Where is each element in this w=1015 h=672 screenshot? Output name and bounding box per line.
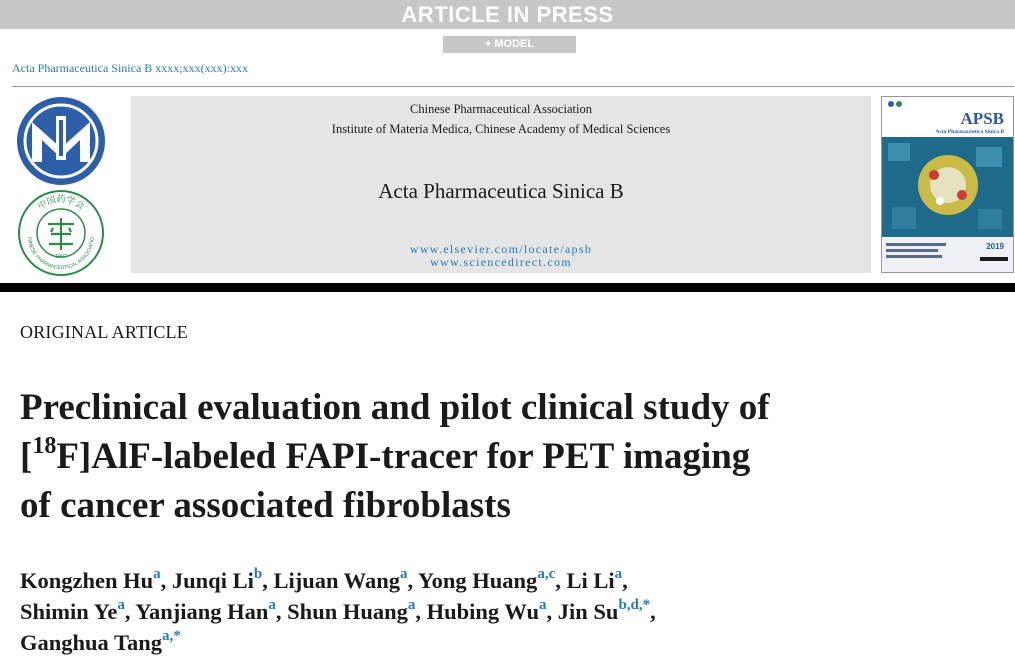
author[interactable]: [20, 627, 181, 655]
author-name: Junqi Li: [171, 568, 254, 593]
affiliation-marker[interactable]: a: [407, 596, 416, 613]
author-name: Kongzhen Hu: [20, 568, 154, 593]
author-name: Ganghua Tang: [20, 630, 162, 655]
author-name: Shimin Ye: [20, 599, 118, 624]
author[interactable]: [287, 596, 416, 624]
seal-english-text: HINESE PHARMACEUTICAL ASSOCIATIO: [25, 236, 97, 272]
author-name: Yanjiang Han: [135, 599, 269, 624]
header-bottom-bar: [0, 283, 1015, 292]
author[interactable]: [557, 596, 651, 624]
cover-year: 2019: [986, 242, 1004, 251]
association-line-1: Chinese Pharmaceutical Association: [410, 102, 592, 116]
author-separator: ,: [555, 568, 567, 593]
author-separator: ,: [546, 599, 558, 624]
title-isotope-superscript: 18: [32, 432, 57, 459]
journal-header-box: [131, 96, 871, 273]
association-line-2: Institute of Materia Medica, Chinese Academy of Medical Sciences: [331, 122, 671, 136]
association-seal-icon: [18, 190, 104, 276]
author-name: Jin Su: [557, 599, 619, 624]
author-list: [20, 565, 1000, 658]
author-separator: ,: [650, 599, 656, 624]
article-in-press-banner: [0, 0, 1015, 29]
journal-cover-thumbnail[interactable]: [881, 96, 1014, 273]
affiliation-marker[interactable]: a: [539, 596, 547, 613]
affiliation-marker[interactable]: a,c: [537, 565, 556, 582]
affiliation-marker[interactable]: a: [117, 596, 125, 613]
author-separator: ,: [407, 568, 418, 593]
author-separator: ,: [160, 568, 172, 593]
elsevier-link[interactable]: www.elsevier.com/locate/apsb: [409, 242, 593, 256]
author-separator: ,: [622, 568, 628, 593]
cover-subtitle: Acta Pharmaceutica Sinica B: [935, 129, 1004, 135]
journal-name: Acta Pharmaceutica Sinica B: [378, 179, 624, 203]
author[interactable]: [171, 565, 263, 593]
sciencedirect-link[interactable]: www.sciencedirect.com: [430, 255, 572, 269]
model-label: + MODEL: [443, 36, 576, 53]
title-bracket: [: [20, 436, 33, 477]
article-type: ORIGINAL ARTICLE: [20, 322, 188, 342]
affiliation-marker[interactable]: a: [399, 565, 408, 582]
affiliation-marker[interactable]: a: [268, 596, 276, 613]
affiliation-marker[interactable]: a: [614, 565, 623, 582]
title-line-1: Preclinical evaluation and pilot clinical study of: [20, 387, 770, 428]
author[interactable]: [566, 565, 623, 593]
author-name: Yong Huang: [417, 568, 538, 593]
author-separator: ,: [275, 599, 288, 624]
banner-text: ARTICLE IN PRESS: [401, 2, 614, 27]
author-separator: ,: [124, 599, 136, 624]
author[interactable]: [426, 596, 547, 624]
author[interactable]: [20, 565, 161, 593]
affiliation-marker[interactable]: a,*: [161, 627, 181, 644]
affiliation-marker[interactable]: a: [153, 565, 161, 582]
journal-citation[interactable]: Acta Pharmaceutica Sinica B xxxx;xxx(xxx):xxx: [12, 61, 248, 75]
author-name: Lijuan Wang: [273, 568, 400, 593]
author-name: Shun Huang: [287, 599, 408, 624]
author[interactable]: [273, 565, 408, 593]
title-line-2-text: F]AlF-labeled FAPI-tracer for PET imaging: [56, 436, 751, 477]
seal-chinese-text: 中国药学会: [36, 195, 86, 213]
cover-art-icon: [882, 97, 1013, 272]
seal-year: 1907: [55, 254, 67, 260]
affiliation-marker[interactable]: b,d,*: [618, 596, 651, 613]
author-name: Li Li: [566, 568, 615, 593]
author[interactable]: [20, 596, 125, 624]
title-line-3: of cancer associated fibroblasts: [20, 485, 511, 526]
author-separator: ,: [415, 599, 427, 624]
author-separator: ,: [262, 568, 274, 593]
article-title: [20, 383, 960, 530]
header-divider: [12, 86, 1014, 87]
author[interactable]: [135, 596, 276, 624]
cover-abbrev: APSB: [960, 109, 1004, 128]
institute-logo-icon: [16, 96, 106, 186]
author-name: Hubing Wu: [426, 599, 540, 624]
title-line-2: [20, 432, 960, 481]
author[interactable]: [417, 565, 556, 593]
affiliation-marker[interactable]: b: [253, 565, 263, 582]
